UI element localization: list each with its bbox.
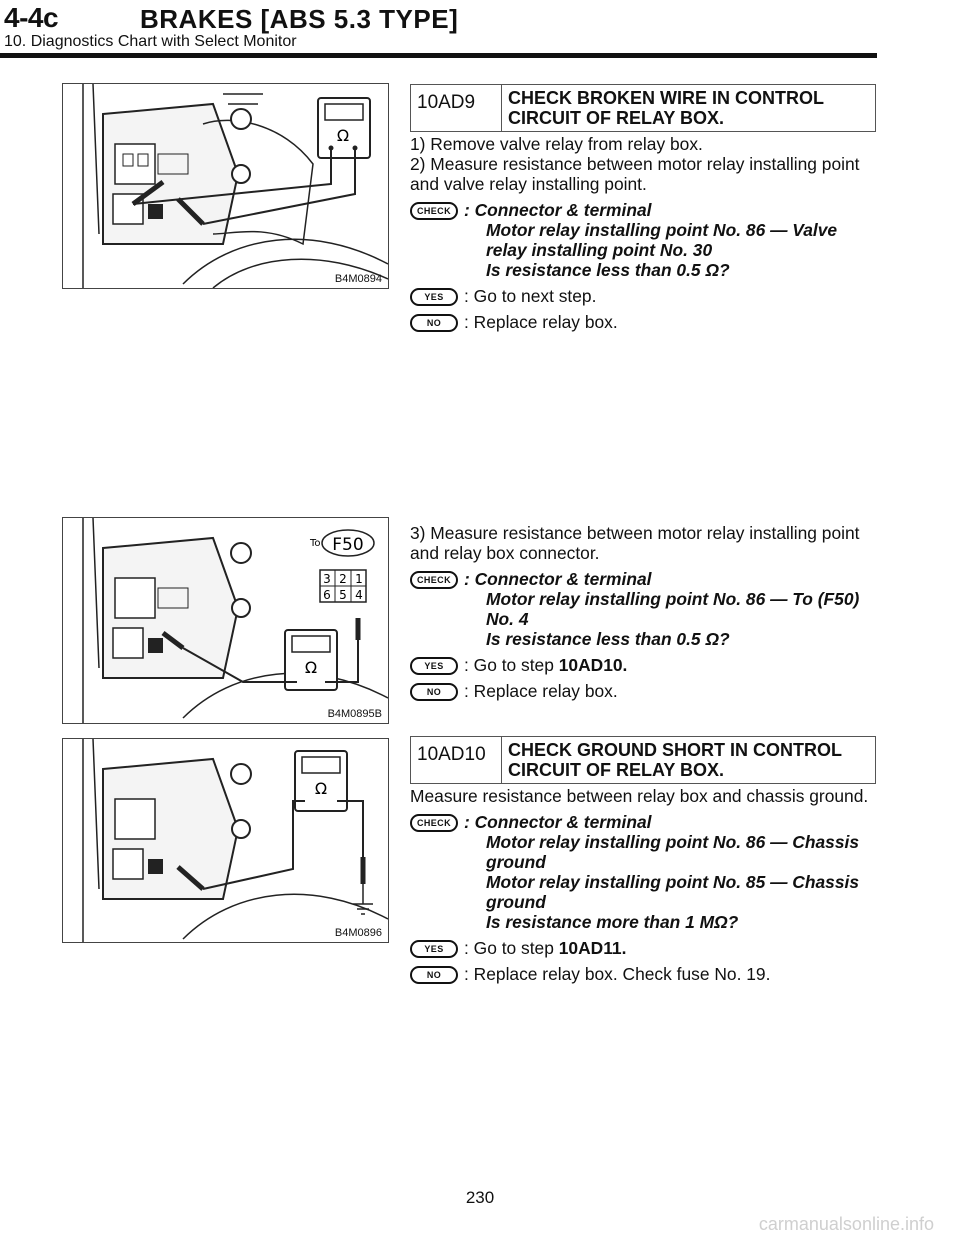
yes-row <box>410 286 876 306</box>
svg-text:1: 1 <box>355 572 363 586</box>
svg-text:4: 4 <box>355 588 363 602</box>
figure-label: B4M0894 <box>334 273 382 285</box>
relay-box-diagram-3 <box>63 739 388 942</box>
svg-text:To: To <box>310 538 321 549</box>
check-line: Motor relay installing point No. 85 — Chassis ground <box>486 872 859 912</box>
page-number: 230 <box>465 1188 495 1207</box>
instruction: 1) Remove valve relay from relay box. <box>410 134 703 154</box>
step-10ad9-part3 <box>410 523 876 701</box>
yes-text: : Go to next step. <box>464 286 597 306</box>
no-icon: NO <box>410 314 458 332</box>
section-code: 4-4c <box>4 2 59 33</box>
step-header <box>410 84 876 132</box>
relay-box-diagram-1 <box>63 84 388 288</box>
no-text: : Replace relay box. <box>464 312 618 332</box>
yes-target: 10AD11. <box>558 938 627 958</box>
yes-target: 10AD10. <box>558 655 628 675</box>
instruction: Measure resistance between relay box and chassis ground. <box>410 786 869 806</box>
figure-b4m0896 <box>62 738 389 943</box>
check-row <box>410 200 876 280</box>
check-prefix: : Connector & terminal <box>464 569 652 589</box>
check-line: Motor relay installing point No. 86 — Chassis ground <box>486 832 859 872</box>
no-row <box>410 312 876 332</box>
no-icon: NO <box>410 966 458 984</box>
no-row <box>410 681 876 701</box>
check-line: Is resistance more than 1 MΩ? <box>486 912 739 932</box>
yes-icon: YES <box>410 940 458 958</box>
no-text: : Replace relay box. <box>464 681 618 701</box>
svg-text:Ω: Ω <box>336 126 350 145</box>
step-title: CHECK GROUND SHORT IN CONTROL CIRCUIT OF RELAY BOX. <box>508 740 842 780</box>
check-icon: CHECK <box>410 202 458 220</box>
check-line: Is resistance less than 0.5 Ω? <box>486 260 730 280</box>
no-icon: NO <box>410 683 458 701</box>
relay-box-diagram-2 <box>63 518 388 723</box>
check-line: Is resistance less than 0.5 Ω? <box>486 629 730 649</box>
figure-label: B4M0896 <box>334 927 382 939</box>
check-prefix: : Connector & terminal <box>464 200 652 220</box>
instruction: 2) Measure resistance between motor relay installing point and valve relay installing point. <box>410 154 860 194</box>
figure-b4m0895b <box>62 517 389 724</box>
svg-text:3: 3 <box>323 572 331 586</box>
svg-text:2: 2 <box>339 572 347 586</box>
figure-label: B4M0895B <box>327 708 382 720</box>
figure-b4m0894 <box>62 83 389 289</box>
watermark: carmanualsonline.info <box>758 1214 934 1234</box>
svg-text:6: 6 <box>323 588 331 602</box>
step-title: CHECK BROKEN WIRE IN CONTROL CIRCUIT OF RELAY BOX. <box>508 88 824 128</box>
yes-icon: YES <box>410 657 458 675</box>
step-number: 10AD10 <box>411 737 502 783</box>
instruction: 3) Measure resistance between motor relay installing point and relay box connector. <box>410 523 860 563</box>
no-text: : Replace relay box. Check fuse No. 19. <box>464 964 771 984</box>
check-row <box>410 569 876 649</box>
step-10ad10 <box>410 736 876 984</box>
svg-text:Ω: Ω <box>304 658 318 677</box>
yes-icon: YES <box>410 288 458 306</box>
page-subtitle: 10. Diagnostics Chart with Select Monitor <box>4 33 297 50</box>
step-number: 10AD9 <box>411 85 502 131</box>
yes-text: : Go to step <box>464 655 559 675</box>
check-icon: CHECK <box>410 571 458 589</box>
svg-text:5: 5 <box>339 588 347 602</box>
svg-text:F50: F50 <box>332 535 364 555</box>
yes-row <box>410 938 876 958</box>
yes-text: : Go to step <box>464 938 559 958</box>
check-row <box>410 812 876 932</box>
step-header <box>410 736 876 784</box>
no-row <box>410 964 876 984</box>
step-10ad9 <box>410 84 876 332</box>
check-icon: CHECK <box>410 814 458 832</box>
header-rule <box>0 53 877 58</box>
page-title: BRAKES [ABS 5.3 TYPE] <box>140 4 459 34</box>
check-prefix: : Connector & terminal <box>464 812 652 832</box>
svg-text:Ω: Ω <box>314 779 328 798</box>
check-line: Motor relay installing point No. 86 — Valve relay installing point No. 30 <box>486 220 838 260</box>
yes-row <box>410 655 876 675</box>
check-line: Motor relay installing point No. 86 — To (F50) No. 4 <box>486 589 860 629</box>
